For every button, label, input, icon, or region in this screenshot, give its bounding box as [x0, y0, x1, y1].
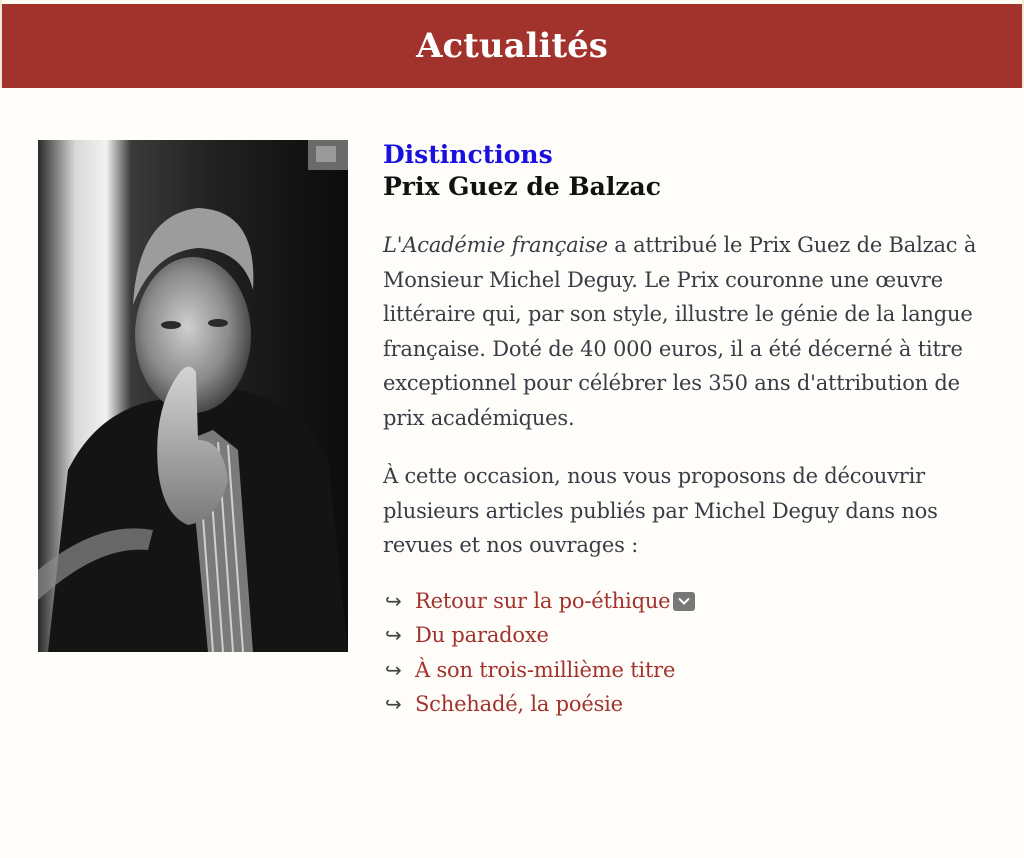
paragraph-1-text: a attribué le Prix Guez de Balzac à Monsieur Michel Deguy. Le Prix couronne une œuvre littéraire qui, par son style, illustre le génie de la langue française. Doté de 40 000 euros, il a été décerné à titre exceptionnel pour célébrer les 350 ans d'attribution de prix académiques. [383, 233, 977, 430]
news-header [2, 4, 1022, 88]
article-paragraph-1 [383, 228, 995, 435]
list-item [383, 687, 1003, 722]
article-headline: Prix Guez de Balzac [383, 172, 661, 201]
list-item [383, 584, 1003, 619]
page-title: Actualités [416, 26, 608, 66]
portrait-photo [38, 140, 348, 652]
return-arrow-icon: ↪ [385, 623, 402, 648]
link-schehade-poesie[interactable]: Schehadé, la poésie [415, 692, 623, 717]
list-item [383, 618, 1003, 653]
academy-name: L'Académie française [383, 233, 608, 257]
news-article [383, 140, 1003, 722]
return-arrow-icon: ↪ [385, 692, 402, 717]
chevron-down-icon [678, 597, 690, 606]
link-retour-po-ethique[interactable]: Retour sur la po-éthique [415, 588, 671, 613]
related-links-list [383, 584, 1003, 722]
list-item [383, 653, 1003, 688]
link-trois-millieme-titre[interactable]: À son trois-millième titre [415, 657, 676, 682]
return-arrow-icon: ↪ [385, 657, 402, 682]
return-arrow-icon: ↪ [385, 588, 402, 613]
news-content [0, 88, 1024, 858]
dropdown-button[interactable] [673, 592, 695, 611]
portrait-photo-image [38, 140, 348, 652]
link-du-paradoxe[interactable]: Du paradoxe [415, 623, 549, 648]
article-paragraph-2: À cette occasion, nous vous proposons de découvrir plusieurs articles publiés par Michel Deguy dans nos revues et nos ouvrages : [383, 464, 938, 557]
article-category: Distinctions [383, 140, 553, 169]
